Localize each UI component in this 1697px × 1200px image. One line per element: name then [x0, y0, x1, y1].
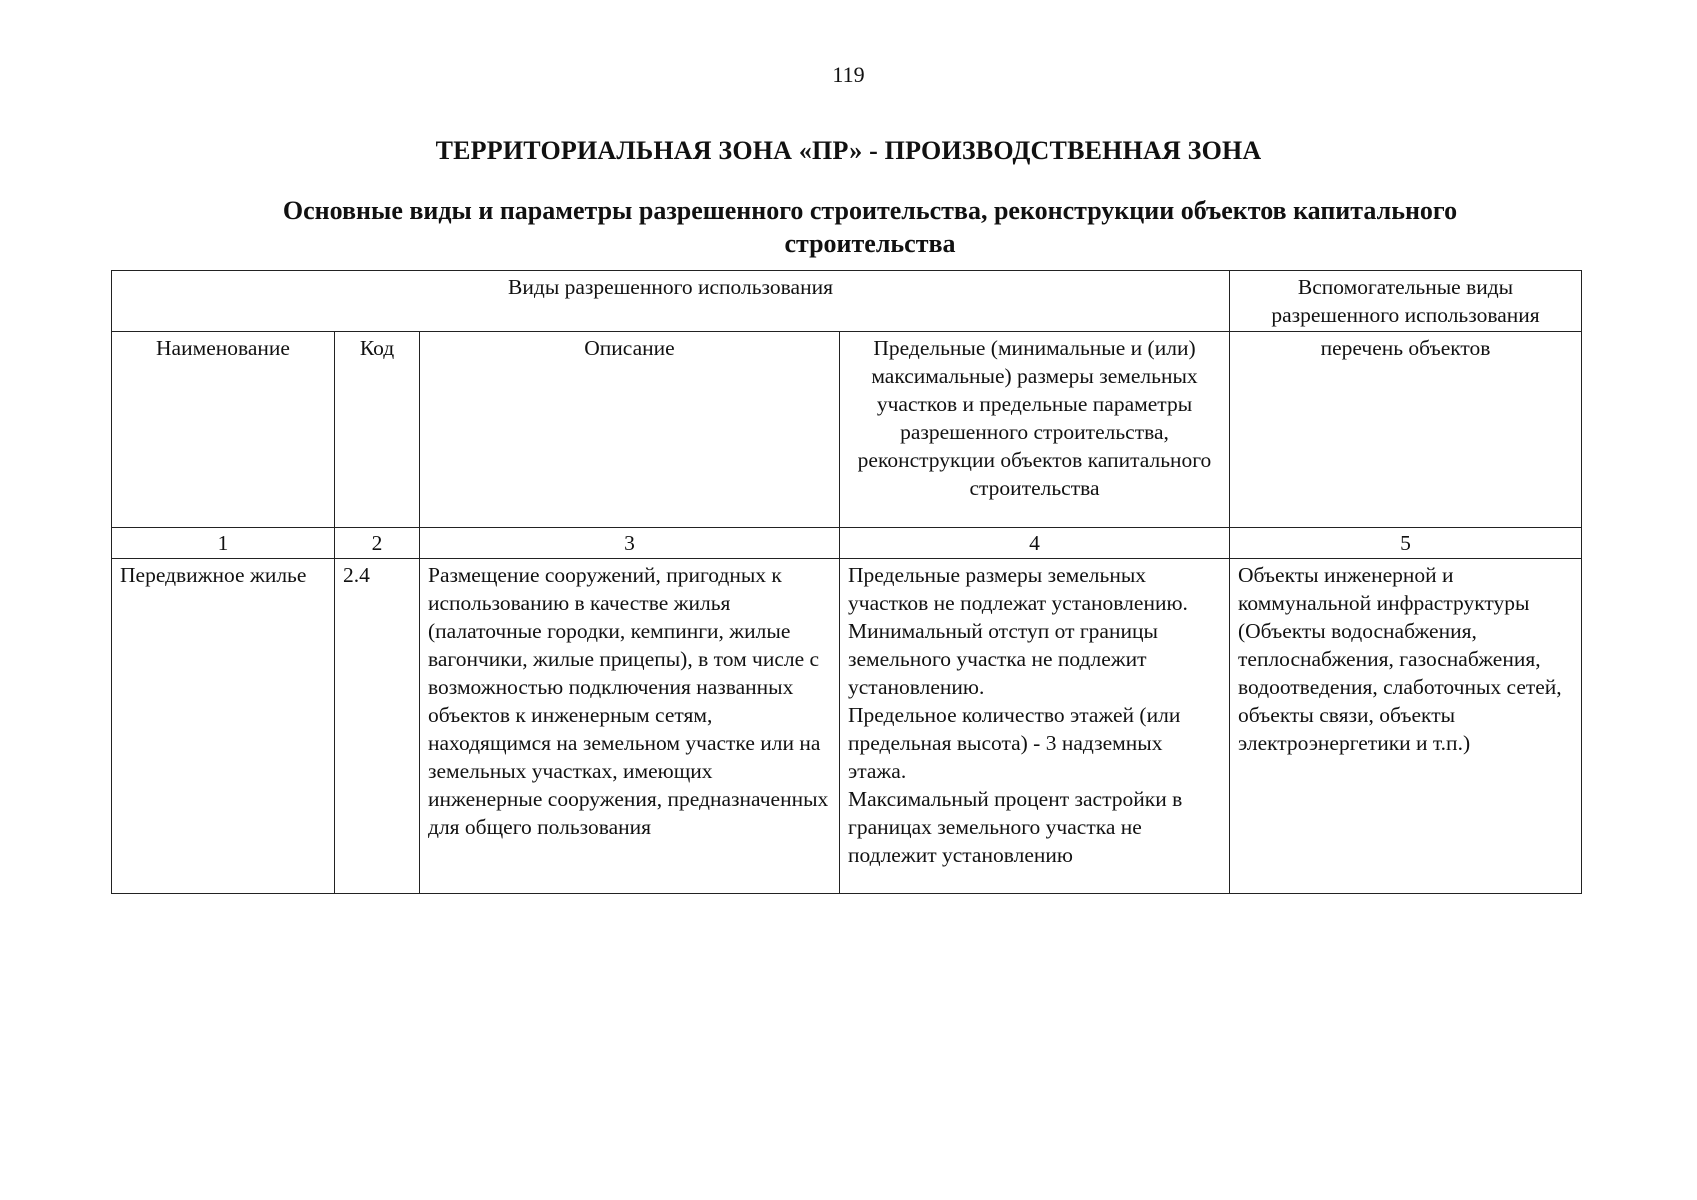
- cell-description: Размещение сооружений, пригодных к использованию в качестве жилья (палаточные городки, кемпинги, жилые вагончики, жилые прицепы), в том числе с возможностью подключения названных объектов к инженерным сетям, находящимся на земельном участке или на земельных участках, имеющих инженерные сооружения, предназначенных для общего пользования: [420, 559, 840, 894]
- column-number: 4: [840, 528, 1230, 559]
- section-title: Основные виды и параметры разрешенного строительства, реконструкции объектов капитального строительства: [282, 196, 1458, 258]
- table-group-header-row: [112, 271, 1582, 332]
- group-header-main: Виды разрешенного использования: [112, 271, 1230, 332]
- column-header-description: Описание: [420, 332, 840, 528]
- parameter-line: Предельное количество этажей (или предельная высота) - 3 надземных этажа.: [848, 703, 1181, 783]
- cell-code: 2.4: [335, 559, 420, 894]
- page-number: 119: [832, 62, 865, 87]
- column-number-row: [112, 528, 1582, 559]
- cell-name: Передвижное жилье: [112, 559, 335, 894]
- column-number: 2: [335, 528, 420, 559]
- cell-parameters: [840, 559, 1230, 894]
- group-header-auxiliary: Вспомогательные виды разрешенного использования: [1230, 271, 1582, 332]
- parameter-line: Максимальный процент застройки в границах земельного участка не подлежит установлению: [848, 787, 1183, 867]
- column-header-object-list: перечень объектов: [1230, 332, 1582, 528]
- parameter-line: Минимальный отступ от границы земельного участка не подлежит установлению.: [848, 619, 1158, 699]
- permitted-use-table: [111, 270, 1582, 894]
- zone-title: ТЕРРИТОРИАЛЬНАЯ ЗОНА «ПР» - ПРОИЗВОДСТВЕННАЯ ЗОНА: [435, 136, 1262, 165]
- column-header-code: Код: [335, 332, 420, 528]
- column-number: 1: [112, 528, 335, 559]
- parameter-line: Предельные размеры земельных участков не подлежат установлению.: [848, 563, 1188, 615]
- cell-auxiliary-objects: Объекты инженерной и коммунальной инфраструктуры (Объекты водоснабжения, теплоснабжения, газоснабжения, водоотведения, слаботочных сетей, объекты связи, объекты электроэнергетики и т.п.): [1230, 559, 1582, 894]
- column-header-parameters: Предельные (минимальные и (или) максимальные) размеры земельных участков и предельные параметры разрешенного строительства, реконструкции объектов капитального строительства: [840, 332, 1230, 528]
- table-column-header-row: [112, 332, 1582, 528]
- column-number: 3: [420, 528, 840, 559]
- table-row: [112, 559, 1582, 894]
- column-header-name: Наименование: [112, 332, 335, 528]
- column-number: 5: [1230, 528, 1582, 559]
